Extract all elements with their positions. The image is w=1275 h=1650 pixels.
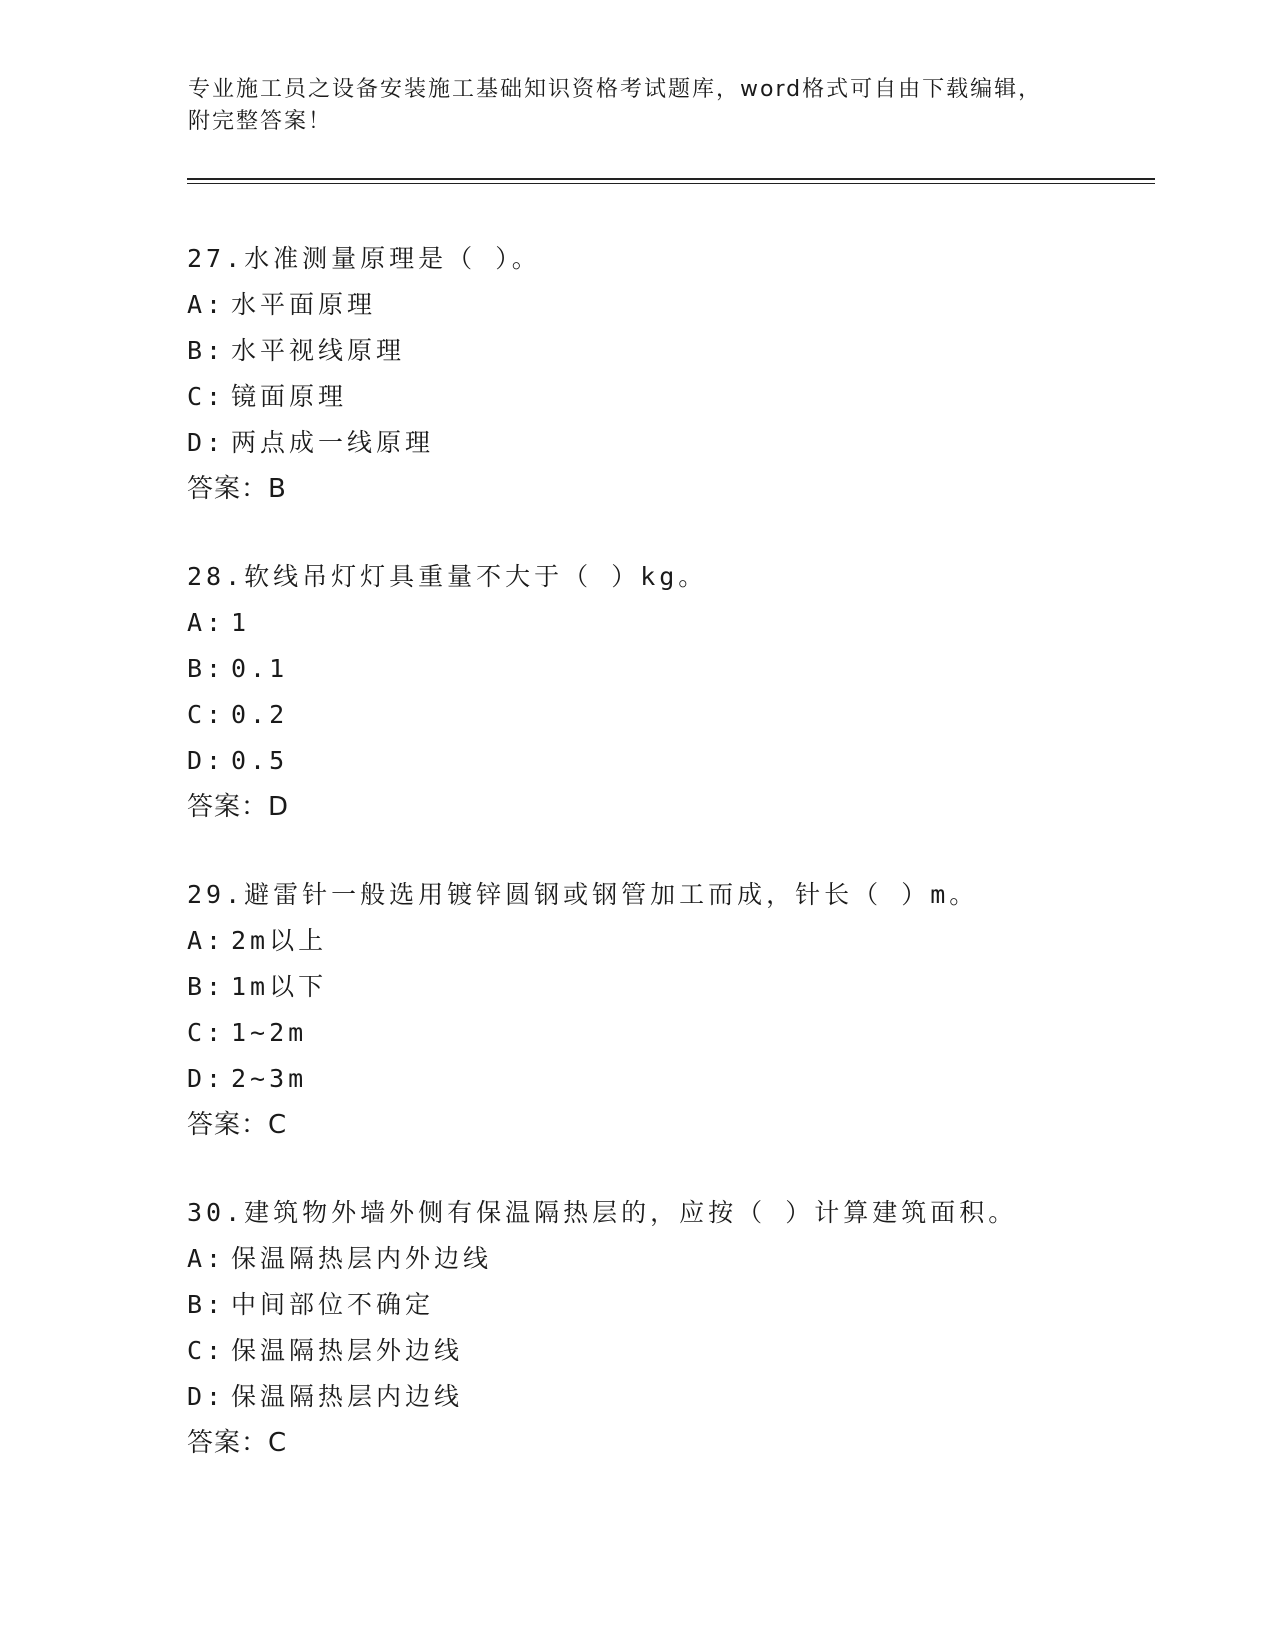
option-letter: A: <box>187 926 226 955</box>
header-divider-thick <box>187 178 1155 180</box>
option-a <box>187 1236 1147 1282</box>
option-letter: B: <box>187 654 226 683</box>
question-27 <box>187 236 1147 512</box>
option-text: 1~2m <box>231 1018 308 1047</box>
question-28 <box>187 554 1147 830</box>
option-letter: B: <box>187 336 226 365</box>
option-letter: C: <box>187 1018 226 1047</box>
option-c <box>187 1010 1147 1056</box>
option-c <box>187 374 1147 420</box>
answer-line: 答案：C <box>187 1428 288 1458</box>
option-text: 2m以上 <box>231 926 328 955</box>
answer-line: 答案：C <box>187 1110 288 1140</box>
option-text: 0.2 <box>231 700 289 729</box>
question-stem: 30.建筑物外墙外侧有保温隔热层的，应按（ ）计算建筑面积。 <box>187 1198 1018 1227</box>
option-letter: D: <box>187 428 226 457</box>
option-text: 两点成一线原理 <box>231 428 435 457</box>
option-c <box>187 692 1147 738</box>
question-stem: 29.避雷针一般选用镀锌圆钢或钢管加工而成，针长（ ）m。 <box>187 880 979 909</box>
option-d <box>187 1374 1147 1420</box>
option-text: 保温隔热层内外边线 <box>231 1244 493 1273</box>
option-text: 保温隔热层内边线 <box>231 1382 464 1411</box>
document-header <box>188 74 1088 138</box>
question-stem: 27.水准测量原理是（ ）。 <box>187 244 541 273</box>
option-b <box>187 328 1147 374</box>
option-letter: C: <box>187 700 226 729</box>
option-b <box>187 964 1147 1010</box>
option-letter: D: <box>187 746 226 775</box>
option-text: 2~3m <box>231 1064 308 1093</box>
option-letter: B: <box>187 972 226 1001</box>
header-line-1: 专业施工员之设备安装施工基础知识资格考试题库，word格式可自由下载编辑， <box>188 77 1043 102</box>
option-text: 0.5 <box>231 746 289 775</box>
option-letter: A: <box>187 290 226 319</box>
option-d <box>187 738 1147 784</box>
option-text: 保温隔热层外边线 <box>231 1336 464 1365</box>
option-text: 1 <box>231 608 251 637</box>
answer-line: 答案：B <box>187 474 287 504</box>
question-stem: 28.软线吊灯灯具重量不大于（ ）kg。 <box>187 562 708 591</box>
option-d <box>187 1056 1147 1102</box>
option-b <box>187 1282 1147 1328</box>
option-d <box>187 420 1147 466</box>
option-letter: A: <box>187 1244 226 1273</box>
option-text: 水平面原理 <box>231 290 377 319</box>
option-text: 水平视线原理 <box>231 336 406 365</box>
option-a <box>187 918 1147 964</box>
option-text: 中间部位不确定 <box>231 1290 435 1319</box>
option-letter: A: <box>187 608 226 637</box>
option-text: 镜面原理 <box>231 382 348 411</box>
option-text: 1m以下 <box>231 972 328 1001</box>
option-text: 0.1 <box>231 654 289 683</box>
option-letter: D: <box>187 1064 226 1093</box>
option-a <box>187 282 1147 328</box>
question-list <box>187 236 1147 1508</box>
option-a <box>187 600 1147 646</box>
header-line-2: 附完整答案！ <box>188 109 333 134</box>
option-b <box>187 646 1147 692</box>
option-letter: B: <box>187 1290 226 1319</box>
option-letter: C: <box>187 382 226 411</box>
question-30 <box>187 1190 1147 1466</box>
header-divider-thin <box>187 183 1155 184</box>
option-c <box>187 1328 1147 1374</box>
answer-line: 答案：D <box>187 792 290 822</box>
option-letter: C: <box>187 1336 226 1365</box>
question-29 <box>187 872 1147 1148</box>
option-letter: D: <box>187 1382 226 1411</box>
